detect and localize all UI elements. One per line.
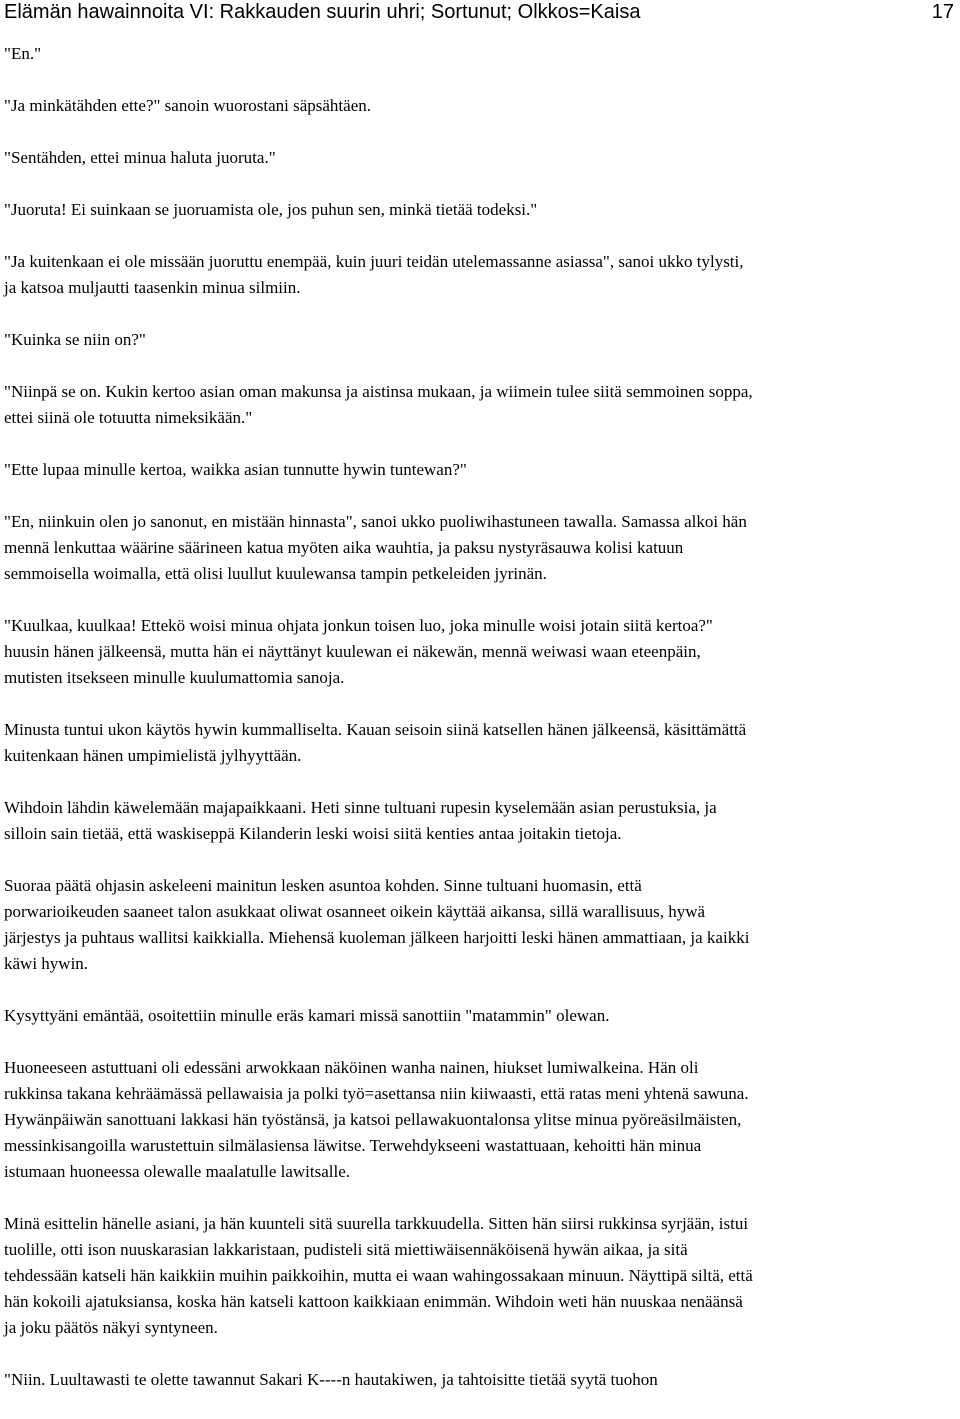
- document-body: [4, 41, 954, 1419]
- text-line: ettei siinä ole totuutta nimeksikään.": [4, 408, 253, 427]
- paragraph: [4, 41, 954, 67]
- text-line: "Niin. Luultawasti te olette tawannut Sakari K----n hautakiwen, ja tahtoisitte tietää syytä tuohon: [4, 1370, 658, 1389]
- text-line: Hywänpäiwän sanottuani lakkasi hän työstänsä, ja katsoi pellawakuontalonsa ylitse minua pyöreäsilmäisten,: [4, 1110, 742, 1129]
- text-line: semmoisella woimalla, että olisi luullut kuulewansa tampin petkeleiden jyrinän.: [4, 564, 547, 583]
- paragraph: [4, 1055, 954, 1185]
- text-line: Huoneeseen astuttuani oli edessäni arwokkaan näköinen wanha nainen, hiukset lumiwalkeina. Hän oli: [4, 1058, 699, 1077]
- text-line: hän kokoili ajatuksiansa, koska hän katseli kattoon kaikkiaan enimmän. Wihdoin weti hän nuuskaa nenäänsä: [4, 1292, 743, 1311]
- text-line: järjestys ja puhtaus wallitsi kaikkialla. Miehensä kuoleman jälkeen harjoitti leski hänen ammattiaan, ja kaikki: [4, 928, 750, 947]
- text-line: "Kuulkaa, kuulkaa! Ettekö woisi minua ohjata jonkun toisen luo, joka minulle woisi jotain siitä kertoa?": [4, 616, 713, 635]
- text-line: Minusta tuntui ukon käytös hywin kummalliselta. Kauan seisoin siinä katsellen hänen jälkeensä, käsittämättä: [4, 720, 747, 739]
- text-line: silloin sain tietää, että waskiseppä Kilanderin leski woisi siitä kenties antaa joitakin tietoja.: [4, 824, 622, 843]
- text-line: "Juoruta! Ei suinkaan se juoruamista ole, jos puhun sen, minkä tietää todeksi.": [4, 200, 538, 219]
- paragraph: [4, 249, 954, 301]
- text-line: huusin hänen jälkeensä, mutta hän ei näyttänyt kuulewan ei näkewän, mennä weiwasi waan eteenpäin,: [4, 642, 701, 661]
- text-line: mennä lenkuttaa wäärine säärineen katua myöten aika wauhtia, ja paksu nystyräsauwa kolisi katuun: [4, 538, 684, 557]
- paragraph: [4, 145, 954, 171]
- text-line: ja katsoa muljautti taasenkin minua silmiin.: [4, 278, 301, 297]
- text-line: käwi hywin.: [4, 954, 89, 973]
- paragraph: [4, 327, 954, 353]
- text-line: "Niinpä se on. Kukin kertoo asian oman makunsa ja aistinsa mukaan, ja wiimein tulee siitä semmoinen soppa,: [4, 382, 753, 401]
- document-title: Elämän hawainnoita VI: Rakkauden suurin uhri; Sortunut; Olkkos=Kaisa: [4, 1, 641, 23]
- text-line: "En.": [4, 44, 42, 63]
- paragraph: [4, 379, 954, 431]
- text-line: ja joku päätös näkyi syntyneen.: [4, 1318, 218, 1337]
- text-line: rukkinsa takana kehräämässä pellawaisia ja polki työ=asettansa niin kiiwaasti, että ratas meni yhtenä sawuna.: [4, 1084, 749, 1103]
- text-line: Kysyttyäni emäntää, osoitettiin minulle eräs kamari missä sanottiin "matammin" olewan.: [4, 1006, 610, 1025]
- text-line: istumaan huoneessa olewalle maalatulle lawitsalle.: [4, 1162, 351, 1181]
- page-number: 17: [931, 1, 954, 23]
- text-line: tehdessään katseli hän kaikkiin muihin paikkoihin, mutta ei waan wahingossakaan minuun. Näyttipä siltä, että: [4, 1266, 753, 1285]
- paragraph: [4, 613, 954, 691]
- text-line: porwarioikeuden saaneet talon asukkaat oliwat osanneet oikein käyttää aikansa, sillä warallisuus, hywä: [4, 902, 706, 921]
- paragraph: [4, 795, 954, 847]
- text-line: "Ette lupaa minulle kertoa, waikka asian tunnutte hywin tuntewan?": [4, 460, 467, 479]
- paragraph: [4, 1367, 954, 1393]
- text-line: "Sentähden, ettei minua haluta juoruta.": [4, 148, 276, 167]
- paragraph: [4, 457, 954, 483]
- text-line: "Ja minkätähden ette?" sanoin wuorostani säpsähtäen.: [4, 96, 371, 115]
- text-line: messinkisangoilla warustettuin silmälasiensa läwitse. Terwehdykseeni wastattuaan, kehoitti hän minua: [4, 1136, 702, 1155]
- paragraph: [4, 509, 954, 587]
- text-line: kuitenkaan hänen umpimielistä jylhyyttään.: [4, 746, 302, 765]
- text-line: tuolille, otti ison nuuskarasian lakkaristaan, pudisteli sitä miettiwäisennäköisenä hywän aikaa, ja sitä: [4, 1240, 688, 1259]
- text-line: mutisten itsekseen minulle kuulumattomia sanoja.: [4, 668, 345, 687]
- paragraph: [4, 93, 954, 119]
- paragraph: [4, 873, 954, 977]
- page-header: [4, 0, 954, 24]
- paragraph: [4, 1211, 954, 1341]
- paragraph: [4, 717, 954, 769]
- text-line: Minä esittelin hänelle asiani, ja hän kuunteli sitä suurella tarkkuudella. Sitten hän siirsi rukkinsa syrjään, istui: [4, 1214, 749, 1233]
- text-line: Suoraa päätä ohjasin askeleeni mainitun lesken asuntoa kohden. Sinne tultuani huomasin, että: [4, 876, 642, 895]
- text-line: Wihdoin lähdin käwelemään majapaikkaani. Heti sinne tultuani rupesin kyselemään asian perustuksia, ja: [4, 798, 717, 817]
- paragraph: [4, 197, 954, 223]
- text-line: "En, niinkuin olen jo sanonut, en mistään hinnasta", sanoi ukko puoliwihastuneen tawalla. Samassa alkoi hän: [4, 512, 747, 531]
- text-line: "Ja kuitenkaan ei ole missään juoruttu enempää, kuin juuri teidän utelemassanne asiassa", sanoi ukko tylysti,: [4, 252, 744, 271]
- paragraph: [4, 1003, 954, 1029]
- text-line: "Kuinka se niin on?": [4, 330, 146, 349]
